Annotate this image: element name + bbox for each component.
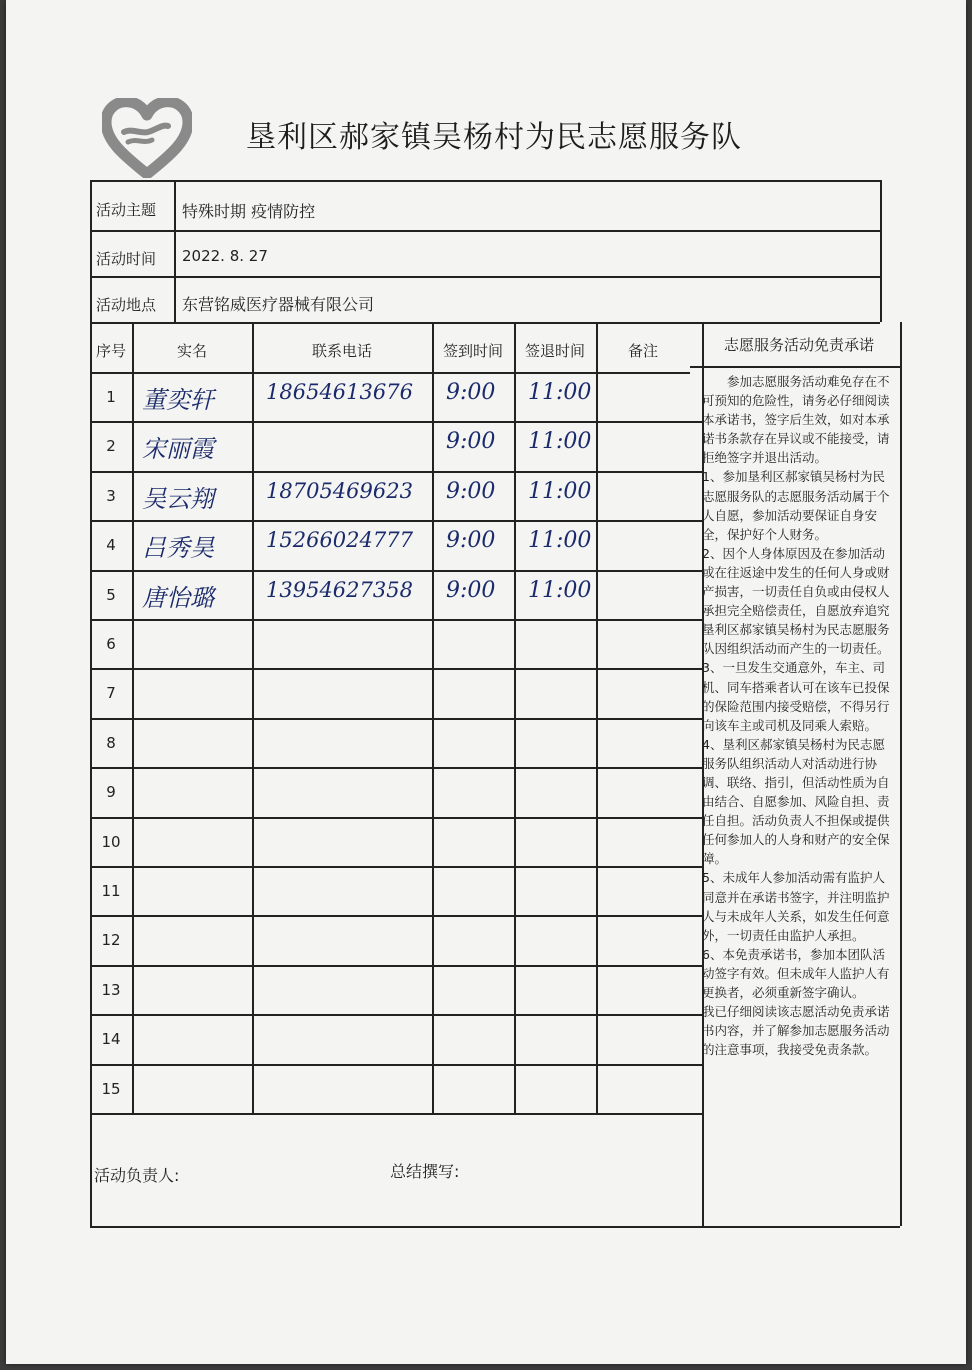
time-value: 2022. 8. 27 [182,247,268,265]
theme-label: 活动主题 [96,201,157,219]
pledge-header-rule [690,366,900,368]
row-rule-7 [90,718,702,720]
header-seq: 序号 [95,342,126,360]
pledge-paragraph-6: 6、本免责承诺书，参加本团队活动签字有效。但未成年人监护人有更换者，必须重新签字确认。 [702,946,890,1000]
place-label: 活动地点 [96,296,157,314]
handwritten-signout-4: 11:00 [528,528,592,554]
row-seq-12: 12 [101,931,121,950]
org-title: 垦利区郝家镇吴杨村为民志愿服务队 [246,120,742,155]
row-rule-6 [90,668,702,670]
row-seq-2: 2 [106,437,116,456]
handwritten-signout-5: 11:00 [528,577,592,603]
header-remark: 备注 [627,342,658,360]
header-pledge: 志愿服务活动免责承诺 [723,336,874,354]
row-seq-3: 3 [106,486,116,505]
row-seq-8: 8 [106,733,116,752]
paper-sheet [6,0,966,1364]
row-seq-6: 6 [106,635,116,653]
table-bottom-rule [90,1226,900,1228]
row-seq-11: 11 [101,882,121,900]
row-seq-1: 1 [106,388,116,406]
leader-label: 活动负责人: [94,1166,180,1185]
row-rule-8 [90,767,702,769]
pledge-paragraph-7: 我已仔细阅读该志愿活动免责承诺书内容，并了解参加志愿服务活动的注意事项，我接受免责条款。 [702,1004,890,1058]
info-row-rule-2 [90,276,880,278]
row-rule-1 [90,421,702,423]
handwritten-signin-2: 9:00 [446,429,496,455]
heart-hand-logo-icon [102,98,192,178]
pledge-paragraph-5: 5、未成年人参加活动需有监护人同意并在承诺书签字，并注明监护人与未成年人关系，如发生任何意外，一切责任由监护人承担。 [702,870,890,943]
row-rule-11 [90,915,702,917]
header-signout: 签退时间 [524,342,585,360]
pledge-paragraph-3: 3、一旦发生交通意外，车主、司机、同车搭乘者认可在该车已投保的保险范围内接受赔偿，不得另行向该车主或司机及同乘人索赔。 [702,660,890,733]
signature-name-1: 董奕轩 [142,386,214,414]
row-seq-10: 10 [101,832,121,851]
handwritten-phone-5: 13954627358 [266,577,413,602]
row-rule-2 [90,471,702,473]
signature-name-5: 唐怡璐 [142,583,214,612]
row-rule-5 [90,619,702,621]
header-name: 实名 [176,342,207,360]
time-label: 活动时间 [96,250,157,268]
table-top-rule [90,180,880,182]
row-seq-4: 4 [106,536,116,555]
table-left-rule [90,180,92,1226]
place-value: 东营铭威医疗器械有限公司 [182,295,375,314]
info-row-rule-3 [90,322,880,324]
handwritten-phone-4: 15266024777 [266,528,413,553]
handwritten-signin-1: 9:00 [446,380,496,405]
pledge-paragraph-2: 2、因个人身体原因及在参加活动或在往返途中发生的任何人身或财产损害，一切责任自负或由侵权人承担完全赔偿责任，自愿放弃追究垦利区郝家镇吴杨村为民志愿服务队因组织活动而产生的一切责任。 [702,545,890,657]
pledge-notice [702,372,892,1059]
signature-name-4: 吕秀昊 [142,534,214,563]
handwritten-signout-2: 11:00 [528,429,592,455]
info-row-rule-1 [90,230,880,232]
summary-label: 总结撰写: [390,1162,460,1181]
handwritten-signin-4: 9:00 [446,528,496,554]
handwritten-phone-1: 18654613676 [266,380,413,404]
header-signin: 签到时间 [442,342,503,360]
handwritten-signout-1: 11:00 [528,380,592,405]
pledge-paragraph-4: 4、垦利区郝家镇吴杨村为民志愿服务队组织活动人对活动进行协调、联络、指引，但活动性质为自由结合、自愿参加、风险自担、责任自担。活动负责人不担保或提供任何参加人的人身和财产的安全保障。 [702,736,890,867]
row-rule-13 [90,1014,702,1016]
row-rule-15 [90,1113,702,1115]
signature-name-2: 宋丽霞 [142,435,214,464]
table-right-rule-upper [880,180,882,322]
row-seq-9: 9 [106,783,116,802]
row-rule-3 [90,520,702,522]
row-seq-13: 13 [101,980,121,999]
row-seq-14: 14 [101,1030,121,1049]
handwritten-signin-3: 9:00 [446,478,496,504]
row-rule-14 [90,1064,702,1066]
header-bottom-rule [90,372,690,374]
header-phone: 联系电话 [311,342,372,360]
pledge-paragraph-1: 1、参加垦利区郝家镇吴杨村为民志愿服务队的志愿服务活动属于个人自愿，参加活动要保证自身安全，保护好个人财务。 [702,469,890,542]
row-rule-10 [90,866,702,868]
handwritten-phone-3: 18705469623 [266,478,413,503]
handwritten-signin-5: 9:00 [446,577,496,603]
theme-value: 特殊时期 疫情防控 [182,202,316,221]
row-seq-15: 15 [101,1079,121,1098]
row-rule-12 [90,965,702,967]
row-rule-9 [90,817,702,819]
row-rule-4 [90,570,702,572]
table-right-rule-lower [900,322,902,1226]
row-seq-5: 5 [106,585,116,604]
signature-name-3: 吴云翔 [142,484,214,513]
pledge-paragraph-0: 参加志愿服务活动难免存在不可预知的危险性，请务必仔细阅读本承诺书，签字后生效，如对本承诺书条款存在异议或不能接受，请拒绝签字并退出活动。 [702,374,890,466]
handwritten-signout-3: 11:00 [528,478,592,504]
row-seq-7: 7 [106,684,116,703]
